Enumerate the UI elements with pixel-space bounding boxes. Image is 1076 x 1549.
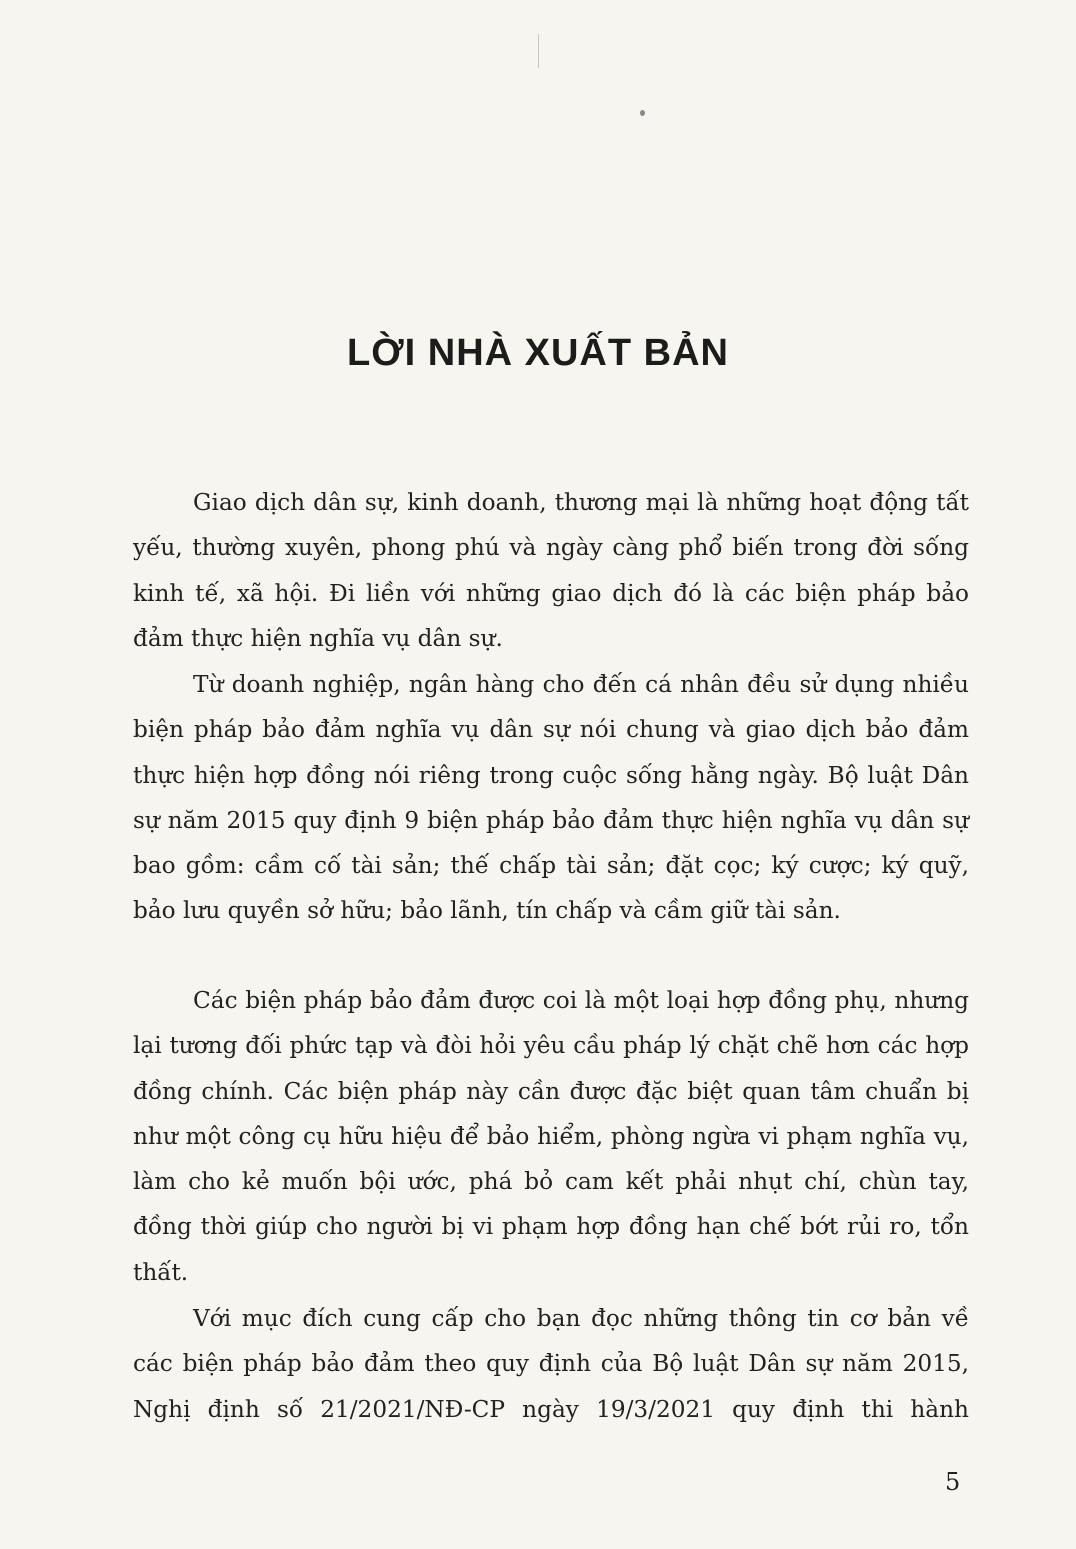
paragraph-text: Từ doanh nghiệp, ngân hàng cho đến cá nhân đều sử dụng nhiều biện pháp bảo đảm nghĩa vụ dân sự nói chung và giao dịch bảo đảm thực hiện hợp đồng nói riêng trong cuộc sống hằng ngày. Bộ luật Dân sự năm 2015 quy định 9 biện pháp bảo đảm thực hiện nghĩa vụ dân sự bao gồm: cầm cố tài sản; thế chấp tài sản; đặt cọc; ký cược; ký quỹ, bảo lưu quyền sở hữu; bảo lãnh, tín chấp và cầm giữ tài sản. — [133, 671, 969, 925]
paragraph-2 — [133, 662, 969, 934]
scan-mark — [538, 34, 539, 68]
paragraph-3 — [133, 978, 969, 1295]
page-title: LỜI NHÀ XUẤT BẢN — [347, 332, 729, 374]
paragraph-text: Các biện pháp bảo đảm được coi là một loại hợp đồng phụ, nhưng lại tương đối phức tạp và đòi hỏi yêu cầu pháp lý chặt chẽ hơn các hợp đồng chính. Các biện pháp này cần được đặc biệt quan tâm chuẩn bị như một công cụ hữu hiệu để bảo hiểm, phòng ngừa vi phạm nghĩa vụ, làm cho kẻ muốn bội ước, phá bỏ cam kết phải nhụt chí, chùn tay, đồng thời giúp cho người bị vi phạm hợp đồng hạn chế bớt rủi ro, tổn thất. — [133, 987, 969, 1286]
ink-dot — [640, 110, 645, 116]
paragraph-1 — [133, 480, 969, 661]
paragraph-text: Với mục đích cung cấp cho bạn đọc những thông tin cơ bản về các biện pháp bảo đảm theo quy định của Bộ luật Dân sự năm 2015, Nghị định số 21/2021/NĐ-CP ngày 19/3/2021 quy định thi hành — [133, 1305, 969, 1423]
paragraph-4 — [133, 1296, 969, 1432]
page-number: 5 — [945, 1468, 961, 1496]
paragraph-text: Giao dịch dân sự, kinh doanh, thương mại là những hoạt động tất yếu, thường xuyên, phong phú và ngày càng phổ biến trong đời sống kinh tế, xã hội. Đi liền với những giao dịch đó là các biện pháp bảo đảm thực hiện nghĩa vụ dân sự. — [133, 489, 969, 652]
